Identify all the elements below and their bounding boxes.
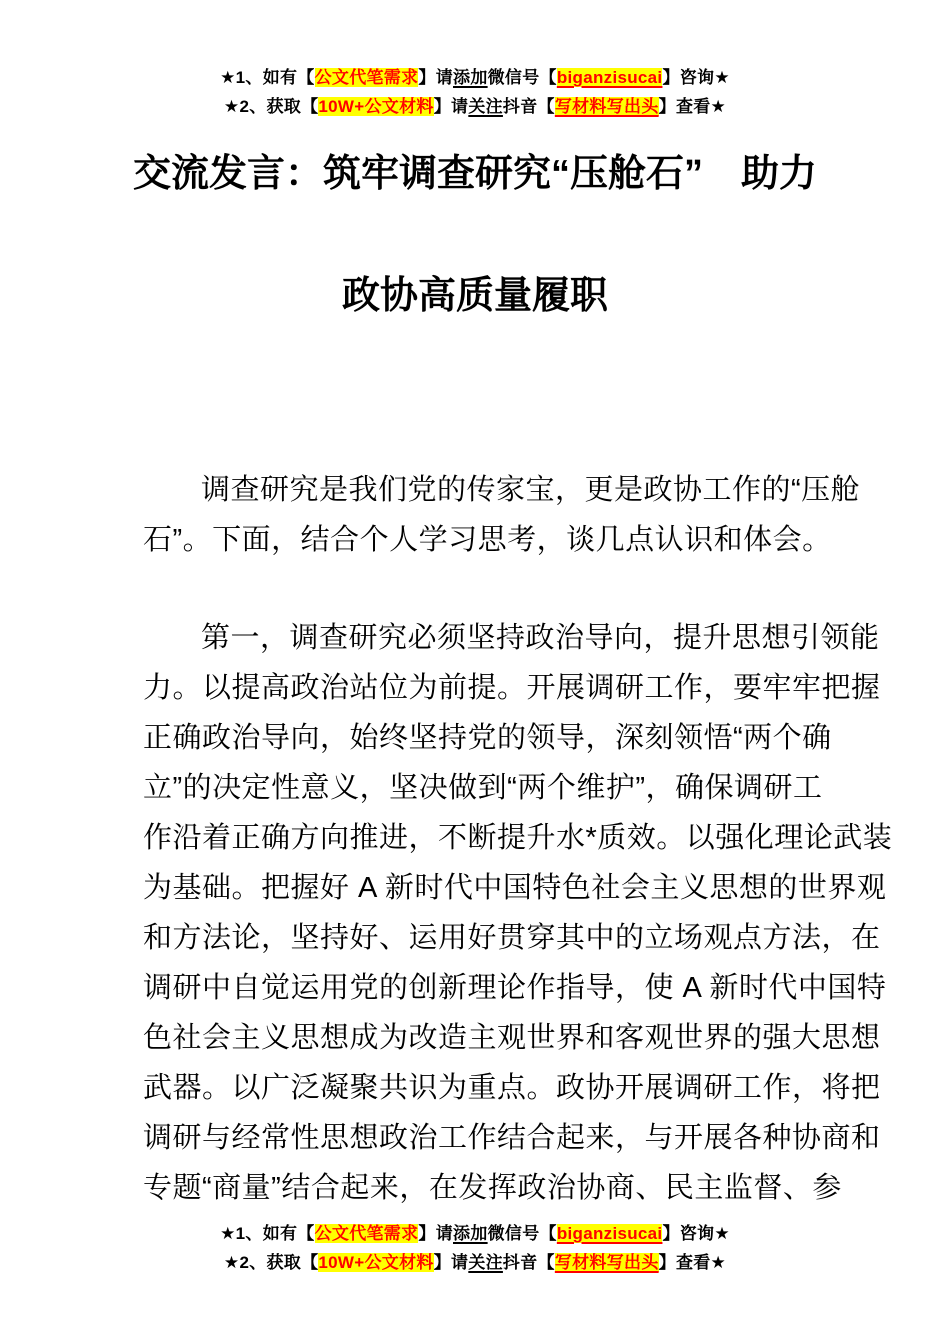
banner-underline-action: 添加	[453, 68, 488, 87]
body-line: 武器。以广泛凝聚共识为重点。政协开展调研工作，将把	[143, 1072, 881, 1104]
body-line: 调研中自觉运用党的创新理论作指导，使 A 新时代中国特	[143, 972, 887, 1004]
banner-text: 抖音【	[502, 1253, 555, 1272]
banner-line	[0, 63, 950, 92]
banner-underline-action: 关注	[468, 1253, 503, 1272]
banner-underline-action: 添加	[453, 1224, 488, 1243]
banner-underline-action: 关注	[468, 97, 503, 116]
banner-text: 】咨询★	[662, 1224, 730, 1243]
banner-text: ★1、如有【	[220, 1224, 315, 1243]
body-line: 调研与经常性思想政治工作结合起来，与开展各种协商和	[143, 1122, 881, 1154]
body-line: 正确政治导向，始终坚持党的领导，深刻领悟“两个确	[143, 722, 832, 754]
title-line-1: 交流发言：筑牢调查研究“压舱石” 助力	[132, 153, 817, 195]
banner-wechat-id: biganzisucai	[556, 68, 663, 87]
body-line: 立”的决定性意义，坚决做到“两个维护”，确保调研工	[143, 772, 823, 804]
banner-text: 】查看★	[658, 1253, 727, 1272]
body-line: 色社会主义思想成为改造主观世界和客观世界的强大思想	[143, 1022, 881, 1054]
banner-text: 微信号【	[487, 1224, 557, 1243]
banner-text: 】请	[433, 1253, 469, 1272]
top-banner	[0, 0, 950, 121]
banner-text: 微信号【	[487, 68, 557, 87]
body-line: 第一，调查研究必须坚持政治导向，提升思想引领能	[201, 622, 880, 654]
body-line: 调查研究是我们党的传家宝，更是政协工作的“压舱	[201, 474, 861, 506]
banner-text: 】请	[418, 68, 454, 87]
body-line: 专题“商量”结合起来，在发挥政治协商、民主监督、参	[143, 1172, 842, 1204]
body-line: 石”。下面，结合个人学习思考，谈几点认识和体会。	[143, 524, 832, 556]
bottom-banner	[0, 1219, 950, 1277]
body-line: 和方法论，坚持好、运用好贯穿其中的立场观点方法，在	[143, 922, 881, 954]
banner-douyin-id: 写材料写出头	[554, 97, 659, 116]
body-line: 力。以提高政治站位为前提。开展调研工作，要牢牢把握	[143, 672, 881, 704]
banner-douyin-id: 写材料写出头	[554, 1253, 659, 1272]
banner-text: ★2、获取【	[223, 1253, 319, 1272]
banner-text: 】查看★	[658, 97, 727, 116]
banner-wechat-id: biganzisucai	[556, 1224, 663, 1243]
paragraph-2	[143, 613, 893, 1213]
body-line: 为基础。把握好 A 新时代中国特色社会主义思想的世界观	[143, 872, 887, 904]
banner-text: 】咨询★	[662, 68, 730, 87]
banner-text: 】请	[418, 1224, 454, 1243]
banner-highlight-phrase: 10W+公文材料	[318, 1253, 434, 1272]
banner-line	[0, 92, 950, 121]
paragraph-1	[143, 465, 861, 565]
document-body	[143, 465, 893, 1213]
banner-text: 抖音【	[502, 97, 555, 116]
banner-highlight-phrase: 10W+公文材料	[318, 97, 434, 116]
title-line-2: 政协高质量履职	[341, 275, 608, 317]
banner-text: ★1、如有【	[220, 68, 315, 87]
document-title	[0, 151, 950, 319]
banner-line	[0, 1248, 950, 1277]
banner-line	[0, 1219, 950, 1248]
banner-highlight-phrase: 公文代笔需求	[314, 1224, 419, 1243]
banner-highlight-phrase: 公文代笔需求	[314, 68, 419, 87]
body-line: 作沿着正确方向推进，不断提升水*质效。以强化理论武装	[143, 822, 893, 854]
banner-text: 】请	[433, 97, 469, 116]
banner-text: ★2、获取【	[223, 97, 319, 116]
